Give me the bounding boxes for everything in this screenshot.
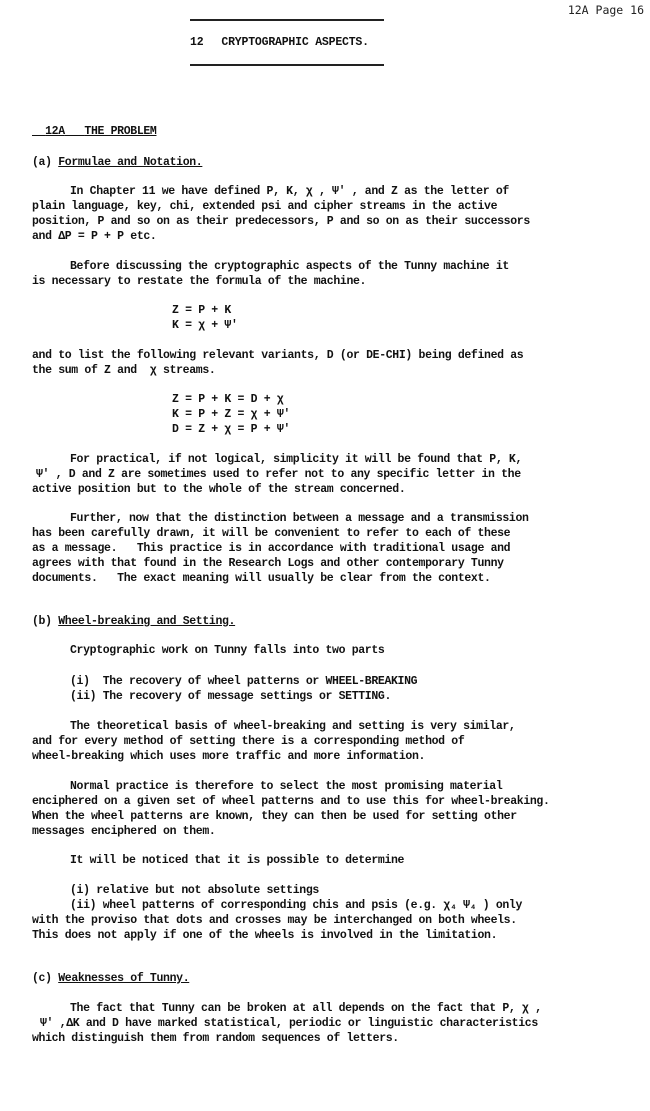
part-a-heading: (a) Formulae and Notation. <box>32 156 203 169</box>
text-line: which distinguish them from random sequences of letters. <box>32 1032 399 1045</box>
part-c-heading-text: Weaknesses of Tunny. <box>58 972 190 985</box>
chapter-title <box>190 36 369 49</box>
text-line: The theoretical basis of wheel-breaking and setting is very similar, <box>70 720 516 733</box>
text-line: plain language, key, chi, extended psi and cipher streams in the active <box>32 200 498 213</box>
text-line: with the proviso that dots and crosses may be interchanged on both wheels. <box>32 914 517 927</box>
part-c-heading: (c) Weaknesses of Tunny. <box>32 972 190 985</box>
text-line: Ψ′ , D and Z are sometimes used to refer not to any specific letter in the <box>36 468 521 481</box>
text-line: The fact that Tunny can be broken at all depends on the fact that P, χ , <box>70 1002 542 1015</box>
formula-line: Z = P + K <box>172 304 231 317</box>
section-heading <box>32 109 156 139</box>
text-line: documents. The exact meaning will usually be clear from the context. <box>32 572 491 585</box>
text-line: active position but to the whole of the stream concerned. <box>32 483 406 496</box>
text-line: and to list the following relevant variants, D (or DE-CHI) being defined as <box>32 349 524 362</box>
section-title: THE PROBLEM <box>84 125 157 138</box>
formula-line: D = Z + χ = P + Ψ′ <box>172 423 290 436</box>
part-b-para1: Cryptographic work on Tunny falls into two parts <box>70 644 385 657</box>
text-line: Further, now that the distinction between a message and a transmission <box>70 512 529 525</box>
chapter-number: 12 <box>190 36 204 49</box>
text-line: For practical, if not logical, simplicity it will be found that P, K, <box>70 453 523 466</box>
text-line: and for every method of setting there is a corresponding method of <box>32 735 465 748</box>
text-line: the sum of Z and χ streams. <box>32 364 216 377</box>
formula-line: K = P + Z = χ + Ψ′ <box>172 408 290 421</box>
text-line: is necessary to restate the formula of the machine. <box>32 275 367 288</box>
text-line: wheel-breaking which uses more traffic and more information. <box>32 750 426 763</box>
text-line: and ΔP = P + P etc. <box>32 230 157 243</box>
text-line: In Chapter 11 we have defined P, K, χ , Ψ′ , and Z as the letter of <box>70 185 509 198</box>
text-line: Normal practice is therefore to select the most promising material <box>70 780 503 793</box>
text-line: Ψ′ ,ΔK and D have marked statistical, periodic or linguistic characteristics <box>40 1017 538 1030</box>
section-number: 12A <box>45 125 65 138</box>
part-a-heading-text: Formulae and Notation. <box>58 156 203 169</box>
text-line: When the wheel patterns are known, they can then be used for setting other <box>32 810 517 823</box>
formula-line: K = χ + Ψ′ <box>172 319 238 332</box>
list-item: (i) The recovery of wheel patterns or WHEEL-BREAKING <box>70 675 418 688</box>
text-line: as a message. This practice is in accordance with traditional usage and <box>32 542 511 555</box>
list-item: (ii) wheel patterns of corresponding chis and psis (e.g. χ₄ Ψ₄ ) only <box>70 899 523 912</box>
text-line: position, P and so on as their predecessors, P and so on as their successors <box>32 215 530 228</box>
part-b-para4: It will be noticed that it is possible to determine <box>70 854 405 867</box>
list-item: (i) relative but not absolute settings <box>70 884 319 897</box>
list-item: (ii) The recovery of message settings or SETTING. <box>70 690 392 703</box>
text-line: has been carefully drawn, it will be convenient to refer to each of these <box>32 527 511 540</box>
formula-line: Z = P + K = D + χ <box>172 393 284 406</box>
text-line: Before discussing the cryptographic aspects of the Tunny machine it <box>70 260 509 273</box>
page-number: 12A Page 16 <box>567 3 644 17</box>
text-line: This does not apply if one of the wheels is involved in the limitation. <box>32 929 498 942</box>
part-b-heading-text: Wheel-breaking and Setting. <box>58 615 236 628</box>
top-rule <box>190 19 384 21</box>
chapter-name: CRYPTOGRAPHIC ASPECTS. <box>221 36 369 49</box>
part-b-heading: (b) Wheel-breaking and Setting. <box>32 615 236 628</box>
bottom-rule <box>190 64 384 66</box>
text-line: messages enciphered on them. <box>32 825 216 838</box>
text-line: enciphered on a given set of wheel patterns and to use this for wheel-breaking. <box>32 795 550 808</box>
text-line: agrees with that found in the Research Logs and other contemporary Tunny <box>32 557 504 570</box>
